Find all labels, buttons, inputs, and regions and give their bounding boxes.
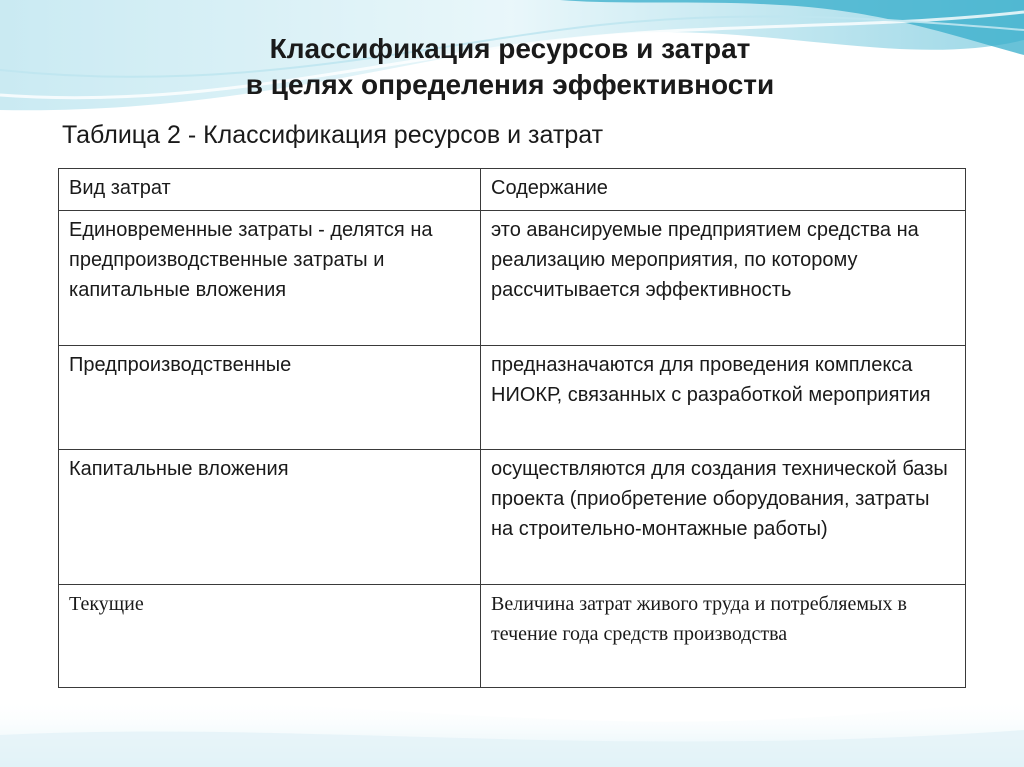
cell-type: Текущие bbox=[59, 585, 481, 688]
slide-title-line-1: Классификация ресурсов и затрат bbox=[269, 33, 751, 64]
table-row bbox=[59, 450, 966, 585]
slide-title-line-2: в целях определения эффективности bbox=[245, 69, 775, 100]
table-row bbox=[59, 346, 966, 450]
cell-type: Капитальные вложения bbox=[59, 450, 481, 585]
header-cell-type: Вид затрат bbox=[59, 169, 481, 211]
header-cell-content: Содержание bbox=[481, 169, 966, 211]
cell-content: Величина затрат живого труда и потребляемых в течение года средств производства bbox=[481, 585, 966, 688]
table-row bbox=[59, 585, 966, 688]
table-caption: Таблица 2 - Классификация ресурсов и затрат bbox=[62, 121, 604, 149]
cell-type: Единовременные затраты - делятся на предпроизводственные затраты и капитальные вложения bbox=[59, 211, 481, 346]
cell-type: Предпроизводственные bbox=[59, 346, 481, 450]
cost-classification-table bbox=[58, 168, 966, 688]
cell-content: предназначаются для проведения комплекса НИОКР, связанных с разработкой мероприятия bbox=[481, 346, 966, 450]
cell-content: осуществляются для создания технической базы проекта (приобретение оборудования, затраты на строительно-монтажные работы) bbox=[481, 450, 966, 585]
table-row bbox=[59, 211, 966, 346]
cell-content: это авансируемые предприятием средства на реализацию мероприятия, по которому рассчитывается эффективность bbox=[481, 211, 966, 346]
table-header-row bbox=[59, 169, 966, 211]
slide-title bbox=[150, 31, 870, 103]
